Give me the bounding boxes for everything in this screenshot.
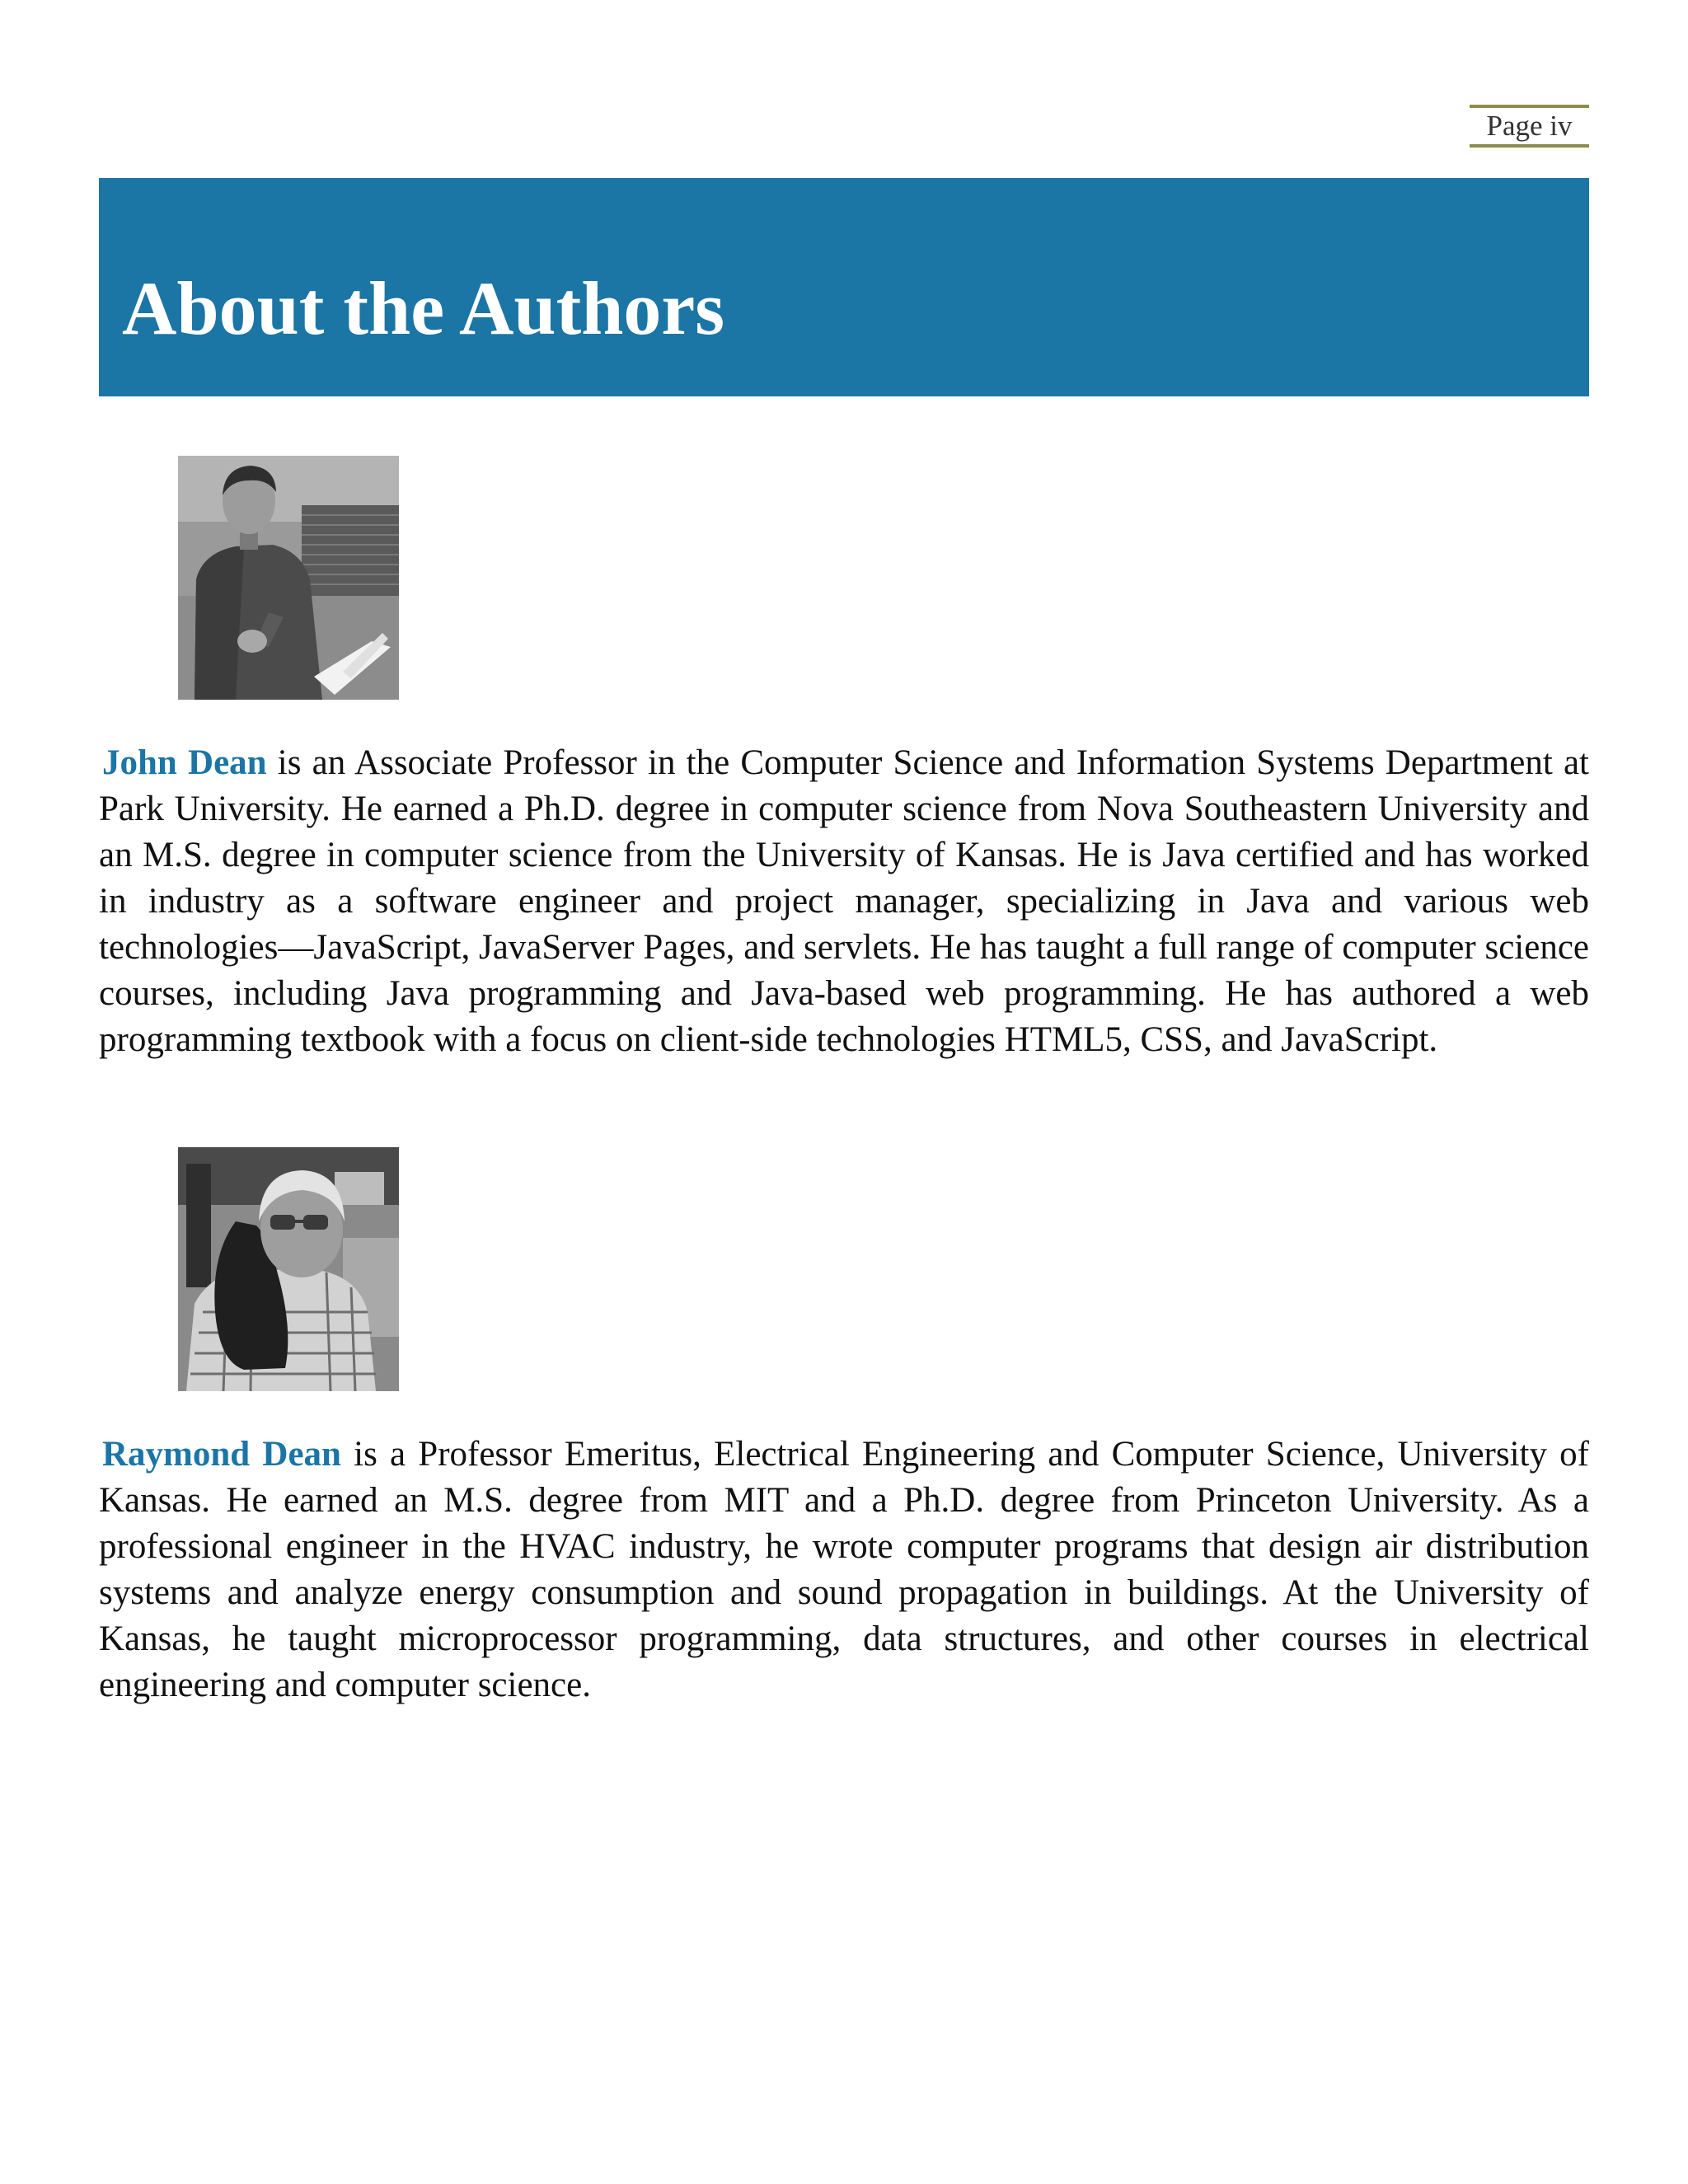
page-number-label: Page iv (1470, 105, 1589, 148)
author-photo-john-dean (178, 456, 399, 700)
author-bio-text: is an Associate Professor in the Computer Science and Information Systems Department at Park University. He earned a Ph.D. degree in computer science from Nova Southeastern University and an M.S. degree in computer science from the University of Kansas. He is Java certified and has worked in industry as a software engineer and project manager, specializing in Java and various web technologies—JavaScript, JavaServer Pages, and servlets. He has taught a full range of computer science courses, including Java programming and Java-based web programming. He has authored a web programming textbook with a focus on client-side technologies HTML5, CSS, and JavaScript. (99, 743, 1589, 1059)
author-bio-raymond-dean (99, 1432, 1589, 1708)
author-name-raymond-dean: Raymond Dean (102, 1435, 341, 1474)
author-bio-john-dean (99, 740, 1589, 1063)
page-title: About the Authors (122, 266, 725, 350)
author-photo-raymond-dean (178, 1147, 399, 1391)
author-name-john-dean: John Dean (102, 743, 267, 782)
title-banner (99, 178, 1589, 396)
author-bio-text: is a Professor Emeritus, Electrical Engineering and Computer Science, University of Kansas. He earned an M.S. degree from MIT and a Ph.D. degree from Princeton University. As a professional engineer in the HVAC industry, he wrote computer programs that design air distribution systems and analyze energy consumption and sound propagation in buildings. At the University of Kansas, he taught microprocessor programming, data structures, and other courses in electrical engineering and computer science. (99, 1435, 1589, 1704)
